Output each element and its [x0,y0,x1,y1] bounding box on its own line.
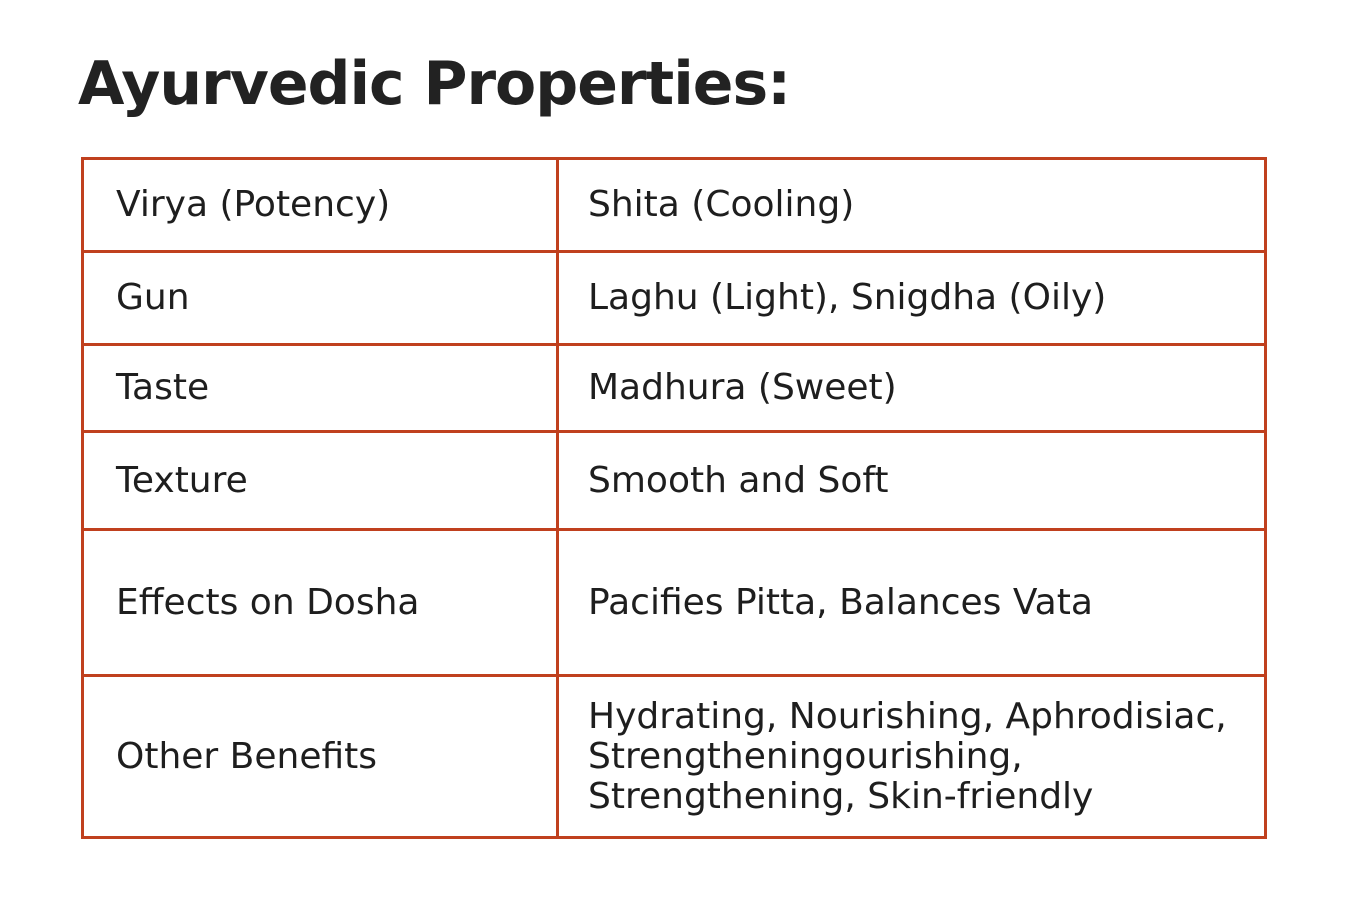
table-row [83,252,1266,345]
property-name: Texture [83,432,558,530]
property-value [558,676,1266,838]
table-row [83,345,1266,432]
table-row [83,432,1266,530]
table-row [83,530,1266,676]
property-value: Madhura (Sweet) [558,345,1266,432]
page-title: Ayurvedic Properties: [78,49,791,119]
property-value-line: Strengthening, Skin-friendly [588,775,1094,817]
property-value-line: Hydrating, Nourishing, Aphrodisiac, [588,695,1227,737]
property-name: Taste [83,345,558,432]
table-row [83,676,1266,838]
property-name: Gun [83,252,558,345]
property-value-line: Strengtheningourishing, [588,735,1023,777]
property-value: Smooth and Soft [558,432,1266,530]
property-value: Shita (Cooling) [558,159,1266,252]
table-row [83,159,1266,252]
property-value: Laghu (Light), Snigdha (Oily) [558,252,1266,345]
properties-table [81,157,1267,839]
property-name: Other Benefits [83,676,558,838]
property-value: Pacifies Pitta, Balances Vata [558,530,1266,676]
property-name: Virya (Potency) [83,159,558,252]
property-name: Effects on Dosha [83,530,558,676]
